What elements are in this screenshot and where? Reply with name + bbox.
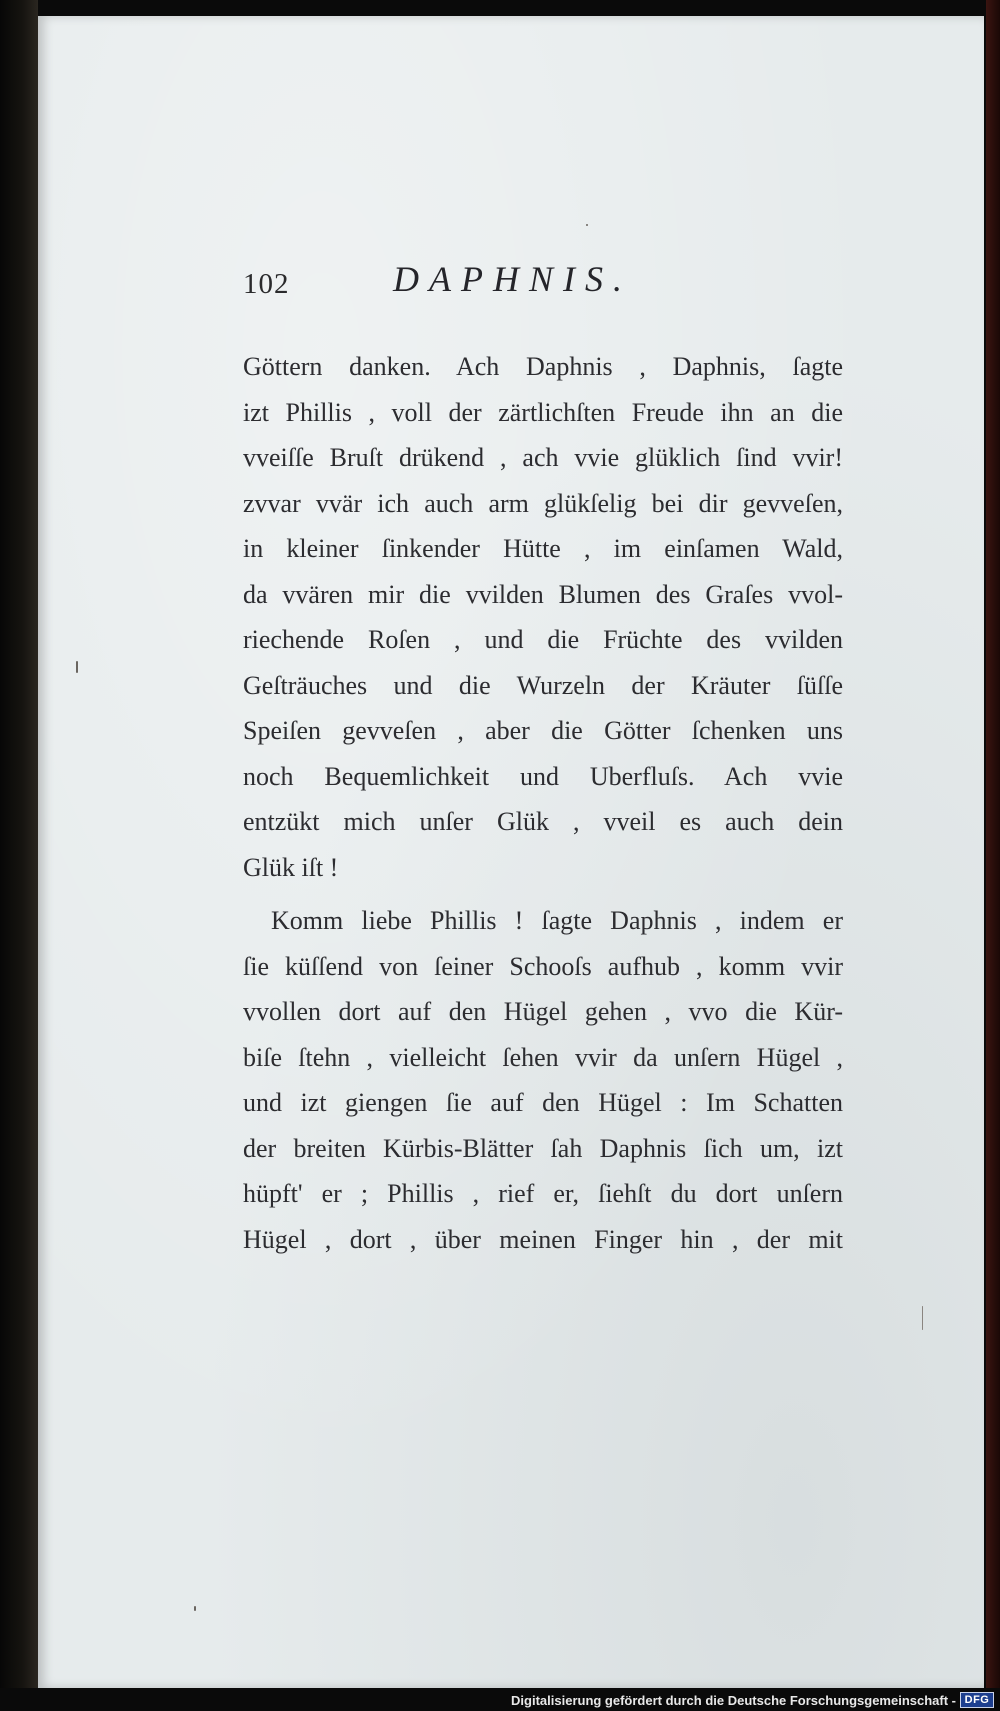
text-line: izt Phillis , voll der zärtlichſten Freude ihn an die — [243, 397, 843, 427]
paper-speck — [194, 1606, 196, 1611]
page-header — [243, 258, 717, 308]
paragraph-2 — [243, 898, 843, 1262]
text-line: da vvären mir die vvilden Blumen des Graſes vvol- — [243, 579, 843, 609]
funding-credit: Digitalisierung gefördert durch die Deutsche Forschungsgemeinschaft - — [511, 1693, 956, 1708]
book-cover-edge — [986, 0, 1000, 1711]
text-line: Glük iſt ! — [243, 852, 339, 882]
text-line: Hügel , dort , über meinen Finger hin , der mit — [243, 1224, 843, 1254]
text-line: biſe ſtehn , vielleicht ſehen vvir da unſern Hügel , — [243, 1042, 843, 1072]
text-line: zvvar vvär ich auch arm glükſelig bei dir gevveſen, — [243, 488, 843, 518]
text-line: noch Bequemlichkeit und Uberfluſs. Ach vvie — [243, 761, 843, 791]
paper-speck — [586, 224, 588, 226]
page-number: 102 — [243, 268, 290, 300]
text-line: Speiſen gevveſen , aber die Götter ſchenken uns — [243, 716, 843, 745]
paper-speck — [922, 1306, 923, 1330]
paragraph-1 — [243, 344, 843, 890]
text-line: entzükt mich unſer Glük , vveil es auch dein — [243, 807, 843, 836]
text-line: Göttern danken. Ach Daphnis , Daphnis, ſagte — [243, 352, 843, 381]
body-text — [243, 344, 843, 1262]
book-spine-edge — [0, 0, 38, 1711]
dfg-logo: DFG — [960, 1692, 994, 1708]
text-line: vveiſſe Bruſt drükend , ach vvie glüklich ſind vvir! — [243, 443, 843, 472]
paper-speck — [76, 661, 78, 673]
text-line: Komm liebe Phillis ! ſagte Daphnis , indem er — [271, 906, 843, 935]
text-line: riechende Roſen , und die Früchte des vvilden — [243, 625, 843, 654]
footer-bar — [0, 1688, 1000, 1711]
text-line: in kleiner ſinkender Hütte , im einſamen Wald, — [243, 534, 843, 563]
text-line: ſie küſſend von ſeiner Schooſs aufhub , komm vvir — [243, 951, 843, 981]
running-head-title: DAPHNIS. — [393, 259, 632, 299]
text-line: Geſträuches und die Wurzeln der Kräuter ſüſſe — [243, 670, 843, 700]
text-line: und izt giengen ſie auf den Hügel : Im Schatten — [243, 1088, 843, 1117]
text-line: der breiten Kürbis-Blätter ſah Daphnis ſich um, izt — [243, 1133, 843, 1163]
text-line: hüpft' er ; Phillis , rief er, ſiehſt du dort unſern — [243, 1179, 843, 1208]
text-line: vvollen dort auf den Hügel gehen , vvo die Kür- — [243, 997, 843, 1026]
